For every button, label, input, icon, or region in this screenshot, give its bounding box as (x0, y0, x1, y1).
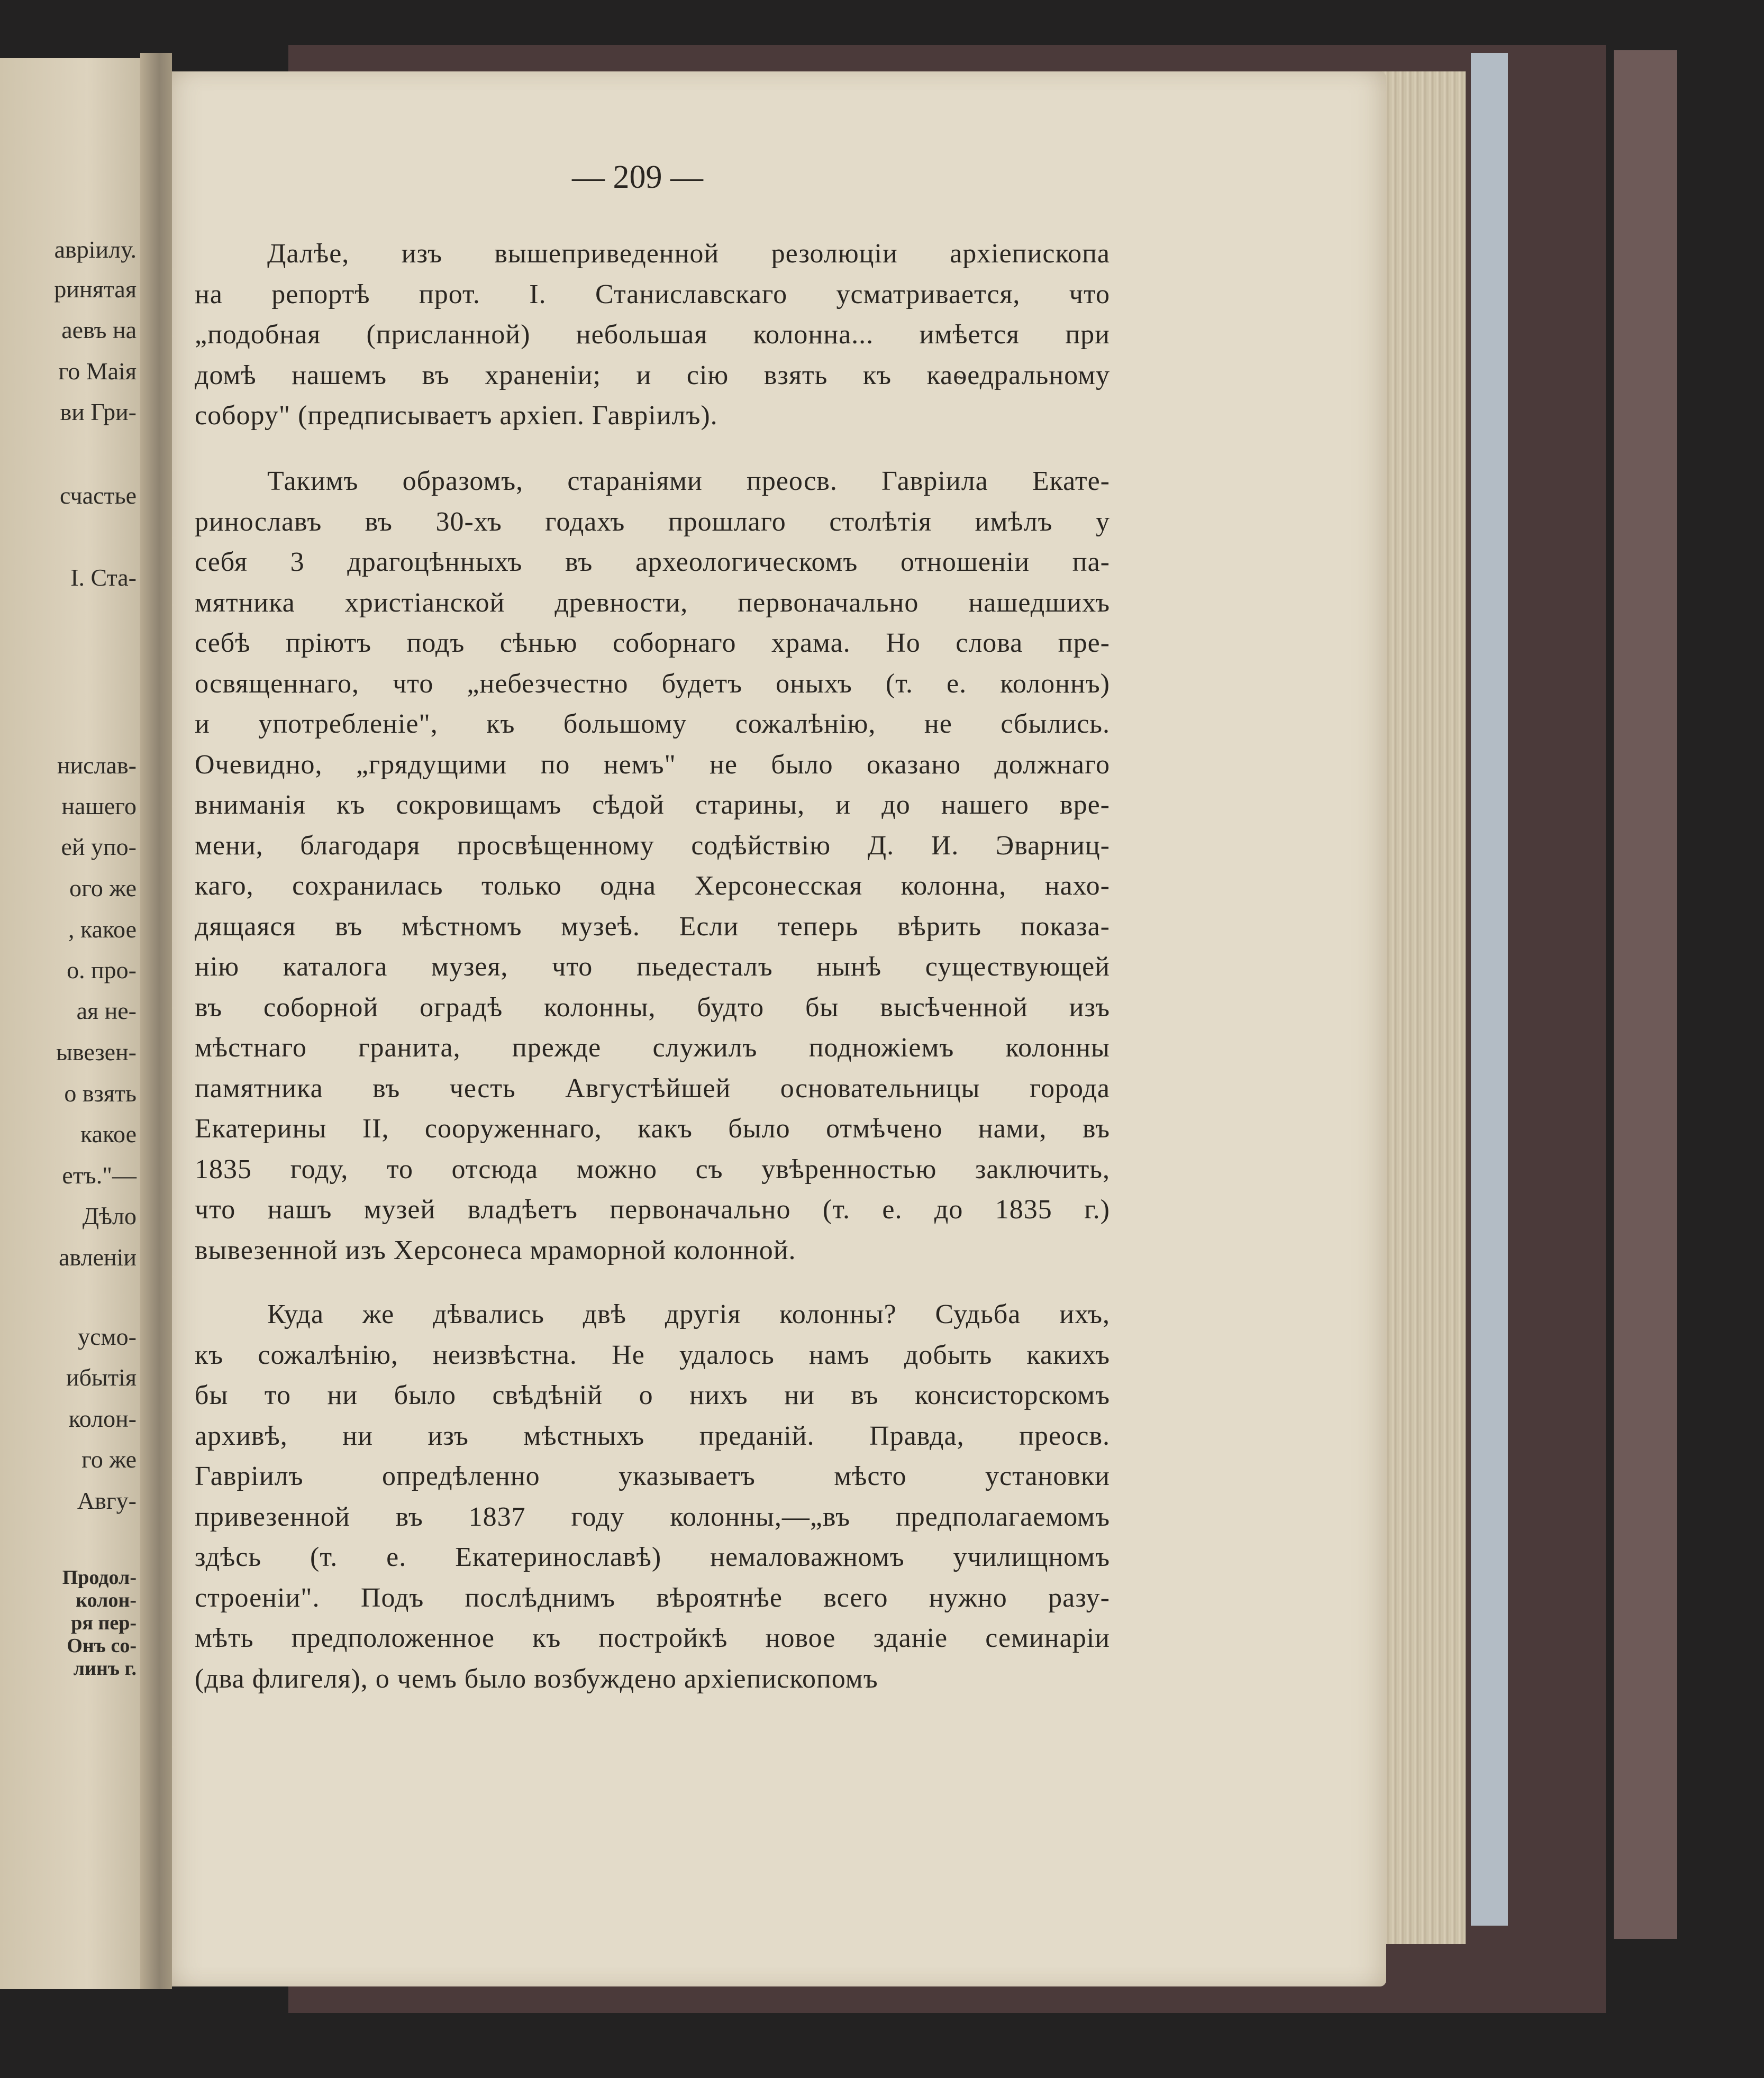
text-line: мени, благодаря просвѣщенному содѣйствiю Д. И. Эварниц- (195, 831, 1110, 861)
text-line: освященнаго, что „небезчестно будетъ оныхъ (т. е. колоннъ) (195, 669, 1110, 699)
left-page-line: о. про- (67, 956, 137, 983)
text-line: Далѣе, изъ вышеприведенной резолюцiи архiепископа (267, 239, 1110, 269)
text-line: бы то ни было свѣдѣнiй о нихъ ни въ консисторскомъ (195, 1380, 1110, 1410)
text-line: на репортѣ прот. I. Станиславскаго усматривается, что (195, 279, 1110, 309)
text-line: Гаврiилъ опредѣленно указываетъ мѣсто установки (195, 1461, 1110, 1491)
text-line: „подобная (присланной) небольшая колонна... имѣется при (195, 320, 1110, 350)
text-line: каго, сохранилась только одна Херсонесская колонна, нахо- (195, 871, 1110, 901)
text-line: Такимъ образомъ, старанiями преосв. Гаврiила Екате- (267, 466, 1110, 496)
left-page-line: о взять (64, 1080, 137, 1107)
text-line: 1835 году, то отсюда можно съ увѣренностью заключить, (195, 1154, 1110, 1184)
text-line: нiю каталога музея, что пьедесталъ нынѣ существующей (195, 952, 1110, 982)
left-page-footnote-line: линъ г. (73, 1657, 137, 1680)
text-line: собору" (предписываетъ архiеп. Гаврiилъ). (195, 400, 718, 431)
left-page-line: нислав- (57, 752, 137, 779)
text-line: въ соборной оградѣ колонны, будто бы высѣченной изъ (195, 992, 1110, 1023)
text-line: мѣстнаго гранита, прежде служилъ подножiемъ колонны (195, 1033, 1110, 1063)
grey-backing-sheet (1471, 53, 1508, 1926)
book-cover-right (1614, 50, 1677, 1939)
left-page-line: ывезен- (56, 1038, 137, 1065)
left-page-line: етъ."— (62, 1162, 137, 1189)
text-line: памятника въ честь Августѣйшей основательницы города (195, 1073, 1110, 1104)
left-page-line: нашего (61, 792, 137, 819)
text-line: ринославъ въ 30-хъ годахъ прошлаго столѣтiя имѣлъ у (195, 507, 1110, 537)
page-edges-stack (1376, 71, 1466, 1944)
text-line: архивѣ, ни изъ мѣстныхъ преданiй. Правда, преосв. (195, 1421, 1110, 1451)
left-page-line: авленiи (59, 1244, 137, 1271)
left-page-line: го же (81, 1446, 137, 1473)
right-page (161, 71, 1386, 1986)
left-page-line: , какое (68, 916, 137, 943)
left-page-footnote-line: ря пер- (71, 1612, 137, 1634)
text-line: (два флигеля), о чемъ было возбуждено архiепископомъ (195, 1664, 878, 1694)
text-line: мѣть предположенное къ постройкѣ новое зданiе семинарiи (195, 1623, 1110, 1653)
text-line: домѣ нашемъ въ храненiи; и сiю взять къ каѳедральному (195, 360, 1110, 390)
left-page-line: аевъ на (61, 316, 137, 343)
page-number: — 209 — (572, 159, 703, 195)
text-line: дящаяся въ мѣстномъ музеѣ. Если теперь вѣрить показа- (195, 912, 1110, 942)
left-page-footnote-line: колон- (76, 1589, 137, 1611)
left-page-line: ей упо- (61, 833, 137, 860)
left-page-line: ринятая (54, 276, 137, 303)
text-line: привезенной въ 1837 году колонны,—„въ предполагаемомъ (195, 1502, 1110, 1532)
text-line: себя 3 драгоцѣнныхъ въ археологическомъ отношенiи па- (195, 547, 1110, 577)
left-page-line: ви Гри- (60, 398, 137, 425)
left-page-line: ая не- (76, 997, 137, 1024)
text-line: Куда же дѣвались двѣ другiя колонны? Судьба ихъ, (267, 1299, 1110, 1329)
left-page-line: I. Ста- (70, 564, 137, 591)
left-page-footnote-line: Онъ со- (67, 1635, 137, 1657)
text-line: строенiи". Подъ послѣднимъ вѣроятнѣе всего нужно разу- (195, 1583, 1110, 1613)
left-page-line: аврiилу. (54, 236, 137, 263)
left-page-line: ого же (69, 874, 137, 901)
text-line: къ сожалѣнiю, неизвѣстна. Не удалось намъ добыть какихъ (195, 1340, 1110, 1370)
left-page-line: Авгу- (77, 1487, 137, 1514)
left-page-line: го Маiя (58, 358, 137, 385)
text-line: здѣсь (т. е. Екатеринославѣ) немаловажномъ училищномъ (195, 1542, 1110, 1572)
left-page-line: Дѣло (82, 1202, 137, 1229)
text-line: Очевидно, „грядущими по немъ" не было оказано должнаго (195, 750, 1110, 780)
left-page-line: колон- (68, 1405, 137, 1432)
book-gutter (140, 53, 172, 1989)
left-page-line: усмо- (78, 1323, 137, 1350)
left-page-line: ибытiя (66, 1364, 137, 1391)
text-line: что нашъ музей владѣетъ первоначально (т. е. до 1835 г.) (195, 1195, 1110, 1225)
text-line: Екатерины II, сооруженнаго, какъ было отмѣчено нами, въ (195, 1114, 1110, 1144)
left-page-footnote-line: Продол- (62, 1566, 137, 1589)
left-page-line: какое (80, 1120, 137, 1147)
text-line: вывезенной изъ Херсонеса мраморной колонной. (195, 1235, 796, 1265)
text-line: вниманiя къ сокровищамъ сѣдой старины, и до нашего вре- (195, 790, 1110, 820)
text-line: себѣ прiютъ подъ сѣнью соборнаго храма. Но слова пре- (195, 628, 1110, 658)
text-line: и употребленiе", къ большому сожалѣнiю, не сбылись. (195, 709, 1110, 739)
left-page-line: счастье (60, 482, 137, 509)
text-line: мятника христiанской древности, первоначально нашедшихъ (195, 588, 1110, 618)
